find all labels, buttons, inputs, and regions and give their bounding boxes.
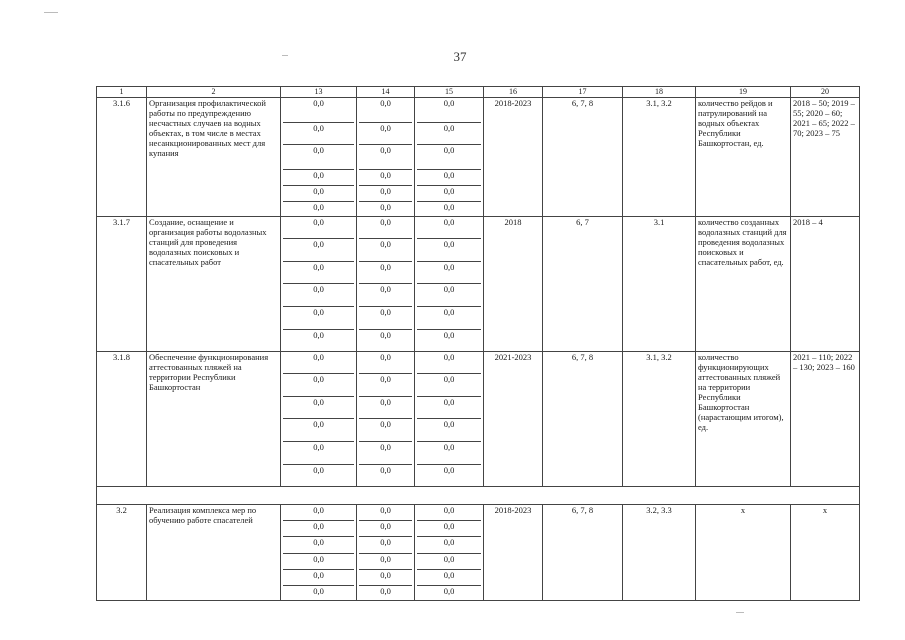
value-cell: 0,0: [417, 239, 481, 262]
page-number: 37: [453, 49, 467, 64]
value-cell: 0,0: [283, 307, 354, 330]
value-cell: 0,0: [283, 98, 354, 123]
result-indicator-cell: количество функционирующих аттестованных пляжей на территории Республики Башкортостан (нарастающим итогом), ед.: [696, 352, 791, 487]
indicators-cell: 3.1, 3.2: [623, 352, 696, 487]
value-cell: 0,0: [359, 307, 412, 330]
value-cell: 0,0: [359, 554, 412, 570]
value-cell: 0,0: [283, 537, 354, 554]
target-values-cell: 2021 – 110; 2022 – 130; 2023 – 160: [791, 352, 860, 487]
value-cell: 0,0: [313, 465, 324, 475]
value-cell: 0,0: [359, 505, 412, 521]
value-cell: 0,0: [417, 537, 481, 554]
value-cell: 0,0: [359, 419, 412, 442]
value-cell: 0,0: [283, 123, 354, 145]
col15-values: [415, 98, 484, 217]
row-code: 3.2: [97, 505, 147, 601]
value-cell: 0,0: [283, 505, 354, 521]
value-cell: 0,0: [443, 330, 455, 340]
value-cell: 0,0: [359, 442, 412, 465]
value-cell: 0,0: [359, 262, 412, 284]
scan-artifact: [44, 12, 58, 13]
col15-values: [415, 352, 484, 487]
value-cell: 0,0: [359, 537, 412, 554]
col14-values: [357, 98, 415, 217]
spacer-cell: [97, 487, 860, 505]
col15-values: [415, 505, 484, 601]
col13-values: [281, 352, 357, 487]
value-cell: 0,0: [417, 262, 481, 284]
value-cell: 0,0: [359, 239, 412, 262]
indicators-cell: 3.1, 3.2: [623, 98, 696, 217]
col13-values: [281, 505, 357, 601]
row-name: Создание, оснащение и организация работы водолазных станций для проведения водолазных поисковых и спасательных работ: [147, 217, 281, 352]
value-cell: 0,0: [380, 465, 391, 475]
value-cell: 0,0: [417, 170, 481, 186]
period-cell: 2018-2023: [484, 505, 543, 601]
value-cell: 0,0: [313, 586, 324, 596]
value-cell: 0,0: [443, 465, 455, 475]
scan-artifact: [282, 55, 288, 56]
tasks-cell: 6, 7: [543, 217, 623, 352]
value-cell: 0,0: [359, 186, 412, 202]
col-header: 17: [543, 87, 623, 98]
value-cell: 0,0: [313, 330, 324, 340]
value-cell: 0,0: [417, 352, 481, 374]
col13-values: [281, 217, 357, 352]
result-indicator-cell: количество созданных водолазных станций для проведения водолазных поисковых и спасательных работ, ед.: [696, 217, 791, 352]
value-cell: 0,0: [283, 217, 354, 239]
value-cell: 0,0: [417, 98, 481, 123]
table-row: [97, 98, 860, 217]
row-code: 3.1.6: [97, 98, 147, 217]
indicators-cell: 3.1: [623, 217, 696, 352]
target-values-cell: х: [791, 505, 860, 601]
value-cell: 0,0: [417, 186, 481, 202]
col15-values: [415, 217, 484, 352]
col-header: 1: [97, 87, 147, 98]
value-cell: 0,0: [313, 202, 324, 212]
row-name: Обеспечение функционирования аттестованных пляжей на территории Республики Башкортостан: [147, 352, 281, 487]
target-values-cell: 2018 – 50; 2019 – 55; 2020 – 60; 2021 – 65; 2022 – 70; 2023 – 75: [791, 98, 860, 217]
value-cell: 0,0: [283, 262, 354, 284]
tasks-cell: 6, 7, 8: [543, 98, 623, 217]
value-cell: 0,0: [417, 307, 481, 330]
value-cell: 0,0: [283, 442, 354, 465]
value-cell: 0,0: [359, 374, 412, 397]
value-cell: 0,0: [359, 397, 412, 419]
scan-artifact: [736, 612, 744, 613]
indicators-cell: 3.2, 3.3: [623, 505, 696, 601]
value-cell: 0,0: [359, 284, 412, 307]
value-cell: 0,0: [443, 202, 455, 212]
row-code: 3.1.8: [97, 352, 147, 487]
value-cell: 0,0: [283, 239, 354, 262]
value-cell: 0,0: [283, 554, 354, 570]
value-cell: 0,0: [359, 123, 412, 145]
value-cell: 0,0: [283, 397, 354, 419]
tasks-cell: 6, 7, 8: [543, 505, 623, 601]
value-cell: 0,0: [417, 419, 481, 442]
value-cell: 0,0: [417, 284, 481, 307]
value-cell: 0,0: [359, 570, 412, 586]
value-cell: 0,0: [359, 217, 412, 239]
spacer-row: [97, 487, 860, 505]
table-row: [97, 217, 860, 352]
value-cell: 0,0: [283, 352, 354, 374]
value-cell: 0,0: [417, 123, 481, 145]
value-cell: 0,0: [359, 521, 412, 537]
value-cell: 0,0: [283, 170, 354, 186]
value-cell: 0,0: [417, 145, 481, 170]
value-cell: 0,0: [283, 284, 354, 307]
program-table: [96, 86, 860, 601]
period-cell: 2021-2023: [484, 352, 543, 487]
value-cell: 0,0: [359, 170, 412, 186]
value-cell: 0,0: [283, 374, 354, 397]
table-row: [97, 505, 860, 601]
result-indicator-cell: количество рейдов и патрулирований на водных объектах Республики Башкортостан, ед.: [696, 98, 791, 217]
value-cell: 0,0: [359, 145, 412, 170]
value-cell: 0,0: [417, 521, 481, 537]
value-cell: 0,0: [283, 570, 354, 586]
col-header: 2: [147, 87, 281, 98]
value-cell: 0,0: [283, 145, 354, 170]
period-cell: 2018-2023: [484, 98, 543, 217]
value-cell: 0,0: [417, 570, 481, 586]
row-name: Организация профилактической работы по предупреждению несчастных случаев на водных объектах, в том числе в местах несанкционированных мест для купания: [147, 98, 281, 217]
value-cell: 0,0: [417, 442, 481, 465]
value-cell: 0,0: [417, 374, 481, 397]
result-indicator-cell: х: [696, 505, 791, 601]
value-cell: 0,0: [443, 586, 455, 596]
value-cell: 0,0: [417, 397, 481, 419]
value-cell: 0,0: [359, 352, 412, 374]
col-header: 15: [415, 87, 484, 98]
value-cell: 0,0: [359, 98, 412, 123]
period-cell: 2018: [484, 217, 543, 352]
col-header: 13: [281, 87, 357, 98]
value-cell: 0,0: [283, 521, 354, 537]
value-cell: 0,0: [380, 586, 391, 596]
col14-values: [357, 217, 415, 352]
tasks-cell: 6, 7, 8: [543, 352, 623, 487]
row-name: Реализация комплекса мер по обучению работе спасателей: [147, 505, 281, 601]
col14-values: [357, 505, 415, 601]
col13-values: [281, 98, 357, 217]
value-cell: 0,0: [417, 505, 481, 521]
target-values-cell: 2018 – 4: [791, 217, 860, 352]
row-code: 3.1.7: [97, 217, 147, 352]
col-header: 16: [484, 87, 543, 98]
value-cell: 0,0: [283, 186, 354, 202]
column-header-row: [97, 87, 860, 98]
value-cell: 0,0: [283, 419, 354, 442]
col-header: 14: [357, 87, 415, 98]
value-cell: 0,0: [417, 217, 481, 239]
col14-values: [357, 352, 415, 487]
value-cell: 0,0: [417, 554, 481, 570]
col-header: 18: [623, 87, 696, 98]
col-header: 20: [791, 87, 860, 98]
col-header: 19: [696, 87, 791, 98]
table-row: [97, 352, 860, 487]
value-cell: 0,0: [380, 330, 391, 340]
value-cell: 0,0: [380, 202, 391, 212]
